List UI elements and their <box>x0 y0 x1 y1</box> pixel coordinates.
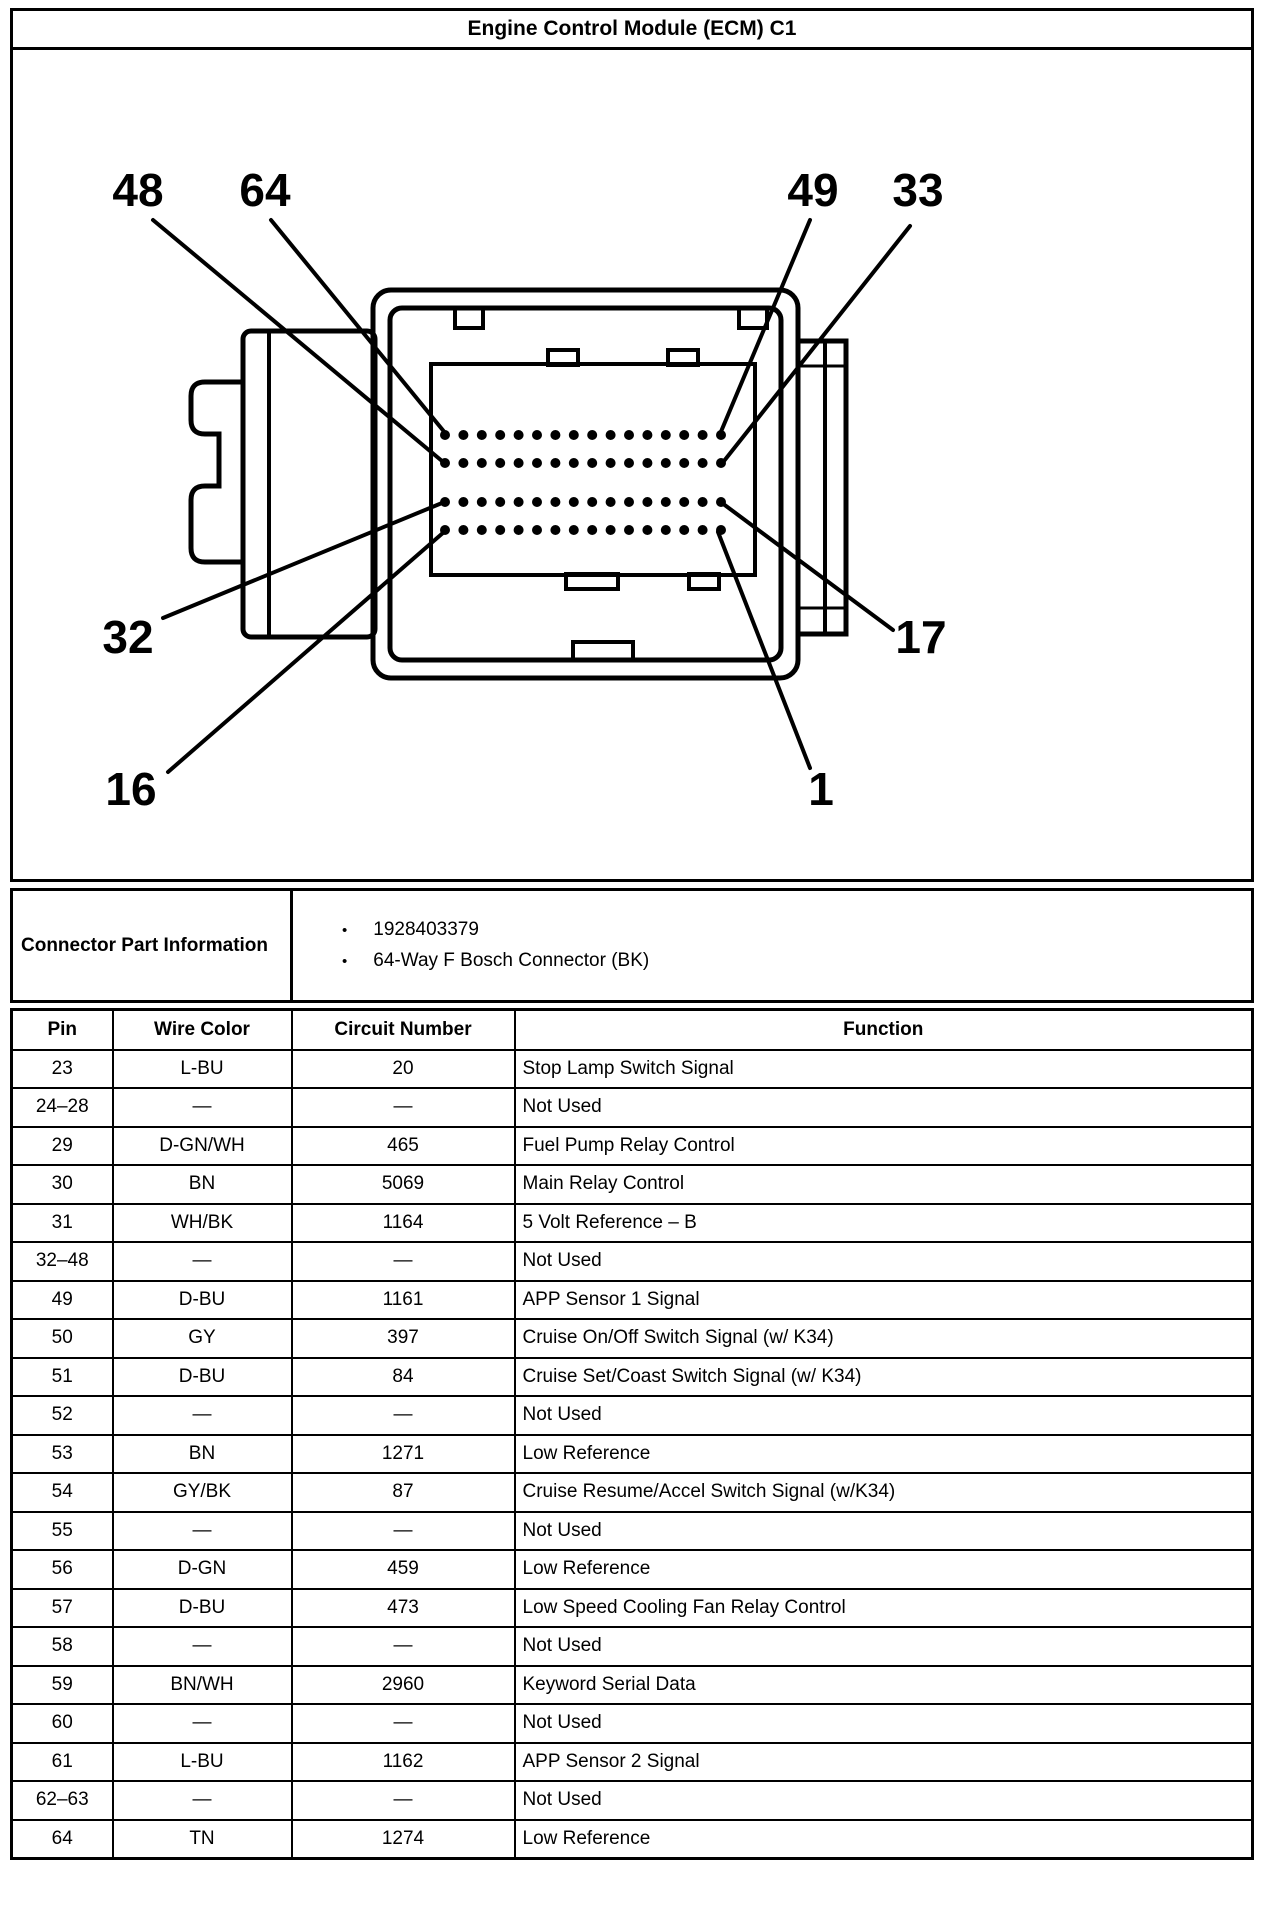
table-header-row <box>12 1010 1253 1050</box>
table-row <box>12 1050 1253 1089</box>
pin-cell: 58 <box>12 1627 113 1666</box>
callout-line-33 <box>724 226 910 461</box>
circuit-number-cell: 1161 <box>292 1281 515 1320</box>
function-cell: Not Used <box>515 1704 1253 1743</box>
function-cell: Low Speed Cooling Fan Relay Control <box>515 1589 1253 1628</box>
bullet-icon: • <box>342 952 348 970</box>
table-row <box>12 1204 1253 1243</box>
pin-field <box>431 364 755 575</box>
circuit-number-cell: 87 <box>292 1473 515 1512</box>
wire-color-cell: BN/WH <box>113 1666 292 1705</box>
wire-color-cell: D-GN/WH <box>113 1127 292 1166</box>
function-cell: Low Reference <box>515 1435 1253 1474</box>
function-cell: Not Used <box>515 1396 1253 1435</box>
wire-color-cell: — <box>113 1088 292 1127</box>
connector-housing <box>191 290 846 678</box>
pin-table-body <box>12 1050 1253 1859</box>
column-header-pin: Pin <box>12 1010 113 1050</box>
left-attachment <box>243 331 375 637</box>
page-title: Engine Control Module (ECM) C1 <box>10 8 1254 50</box>
pin-cell: 64 <box>12 1820 113 1859</box>
column-header-wire-color: Wire Color <box>113 1010 292 1050</box>
connector-info-row <box>12 890 1253 1002</box>
wire-color-cell: BN <box>113 1435 292 1474</box>
wire-color-cell: D-BU <box>113 1358 292 1397</box>
function-cell: Keyword Serial Data <box>515 1666 1253 1705</box>
connector-diagram <box>10 50 1254 882</box>
column-header-circuit-number: Circuit Number <box>292 1010 515 1050</box>
circuit-number-cell: — <box>292 1627 515 1666</box>
function-cell: Cruise On/Off Switch Signal (w/ K34) <box>515 1319 1253 1358</box>
table-row <box>12 1704 1253 1743</box>
wire-color-cell: GY <box>113 1319 292 1358</box>
function-cell: APP Sensor 1 Signal <box>515 1281 1253 1320</box>
callout-pin-64: 64 <box>239 164 291 216</box>
table-row <box>12 1435 1253 1474</box>
function-cell: Cruise Resume/Accel Switch Signal (w/K34) <box>515 1473 1253 1512</box>
bullet-icon: • <box>342 921 348 939</box>
callout-line-16 <box>168 532 444 772</box>
table-row <box>12 1165 1253 1204</box>
circuit-number-cell: 84 <box>292 1358 515 1397</box>
wire-color-cell: — <box>113 1781 292 1820</box>
circuit-number-cell: 20 <box>292 1050 515 1089</box>
callout-pin-32: 32 <box>102 611 154 663</box>
circuit-number-cell: — <box>292 1781 515 1820</box>
pin-cell: 60 <box>12 1704 113 1743</box>
function-cell: Fuel Pump Relay Control <box>515 1127 1253 1166</box>
pin-cell: 62–63 <box>12 1781 113 1820</box>
callout-line-48 <box>153 220 442 461</box>
callout-pin-16: 16 <box>105 763 157 815</box>
connector-info-label: Connector Part Information <box>12 890 292 1002</box>
function-cell: Not Used <box>515 1088 1253 1127</box>
table-row <box>12 1396 1253 1435</box>
wire-color-cell: — <box>113 1396 292 1435</box>
pin-cell: 50 <box>12 1319 113 1358</box>
connector-part-info <box>10 888 1254 1003</box>
pin-cell: 30 <box>12 1165 113 1204</box>
connector-outer-housing <box>373 290 798 678</box>
table-row <box>12 1589 1253 1628</box>
pin-table <box>10 1008 1254 1860</box>
circuit-number-cell: 465 <box>292 1127 515 1166</box>
wire-color-cell: — <box>113 1704 292 1743</box>
circuit-number-cell: 5069 <box>292 1165 515 1204</box>
connector-part-number: 1928403379 <box>373 919 479 940</box>
wire-color-cell: TN <box>113 1820 292 1859</box>
function-cell: Not Used <box>515 1627 1253 1666</box>
circuit-number-cell: 1274 <box>292 1820 515 1859</box>
housing-tab <box>573 642 633 660</box>
wire-color-cell: D-BU <box>113 1589 292 1628</box>
pin-cell: 56 <box>12 1550 113 1589</box>
table-row <box>12 1088 1253 1127</box>
wire-color-cell: D-BU <box>113 1281 292 1320</box>
circuit-number-cell: — <box>292 1512 515 1551</box>
pin-cell: 59 <box>12 1666 113 1705</box>
wire-color-cell: — <box>113 1627 292 1666</box>
connector-inner-housing <box>390 308 781 660</box>
connector-type-item <box>342 950 1250 972</box>
table-row <box>12 1127 1253 1166</box>
wire-color-cell: D-GN <box>113 1550 292 1589</box>
table-row <box>12 1281 1253 1320</box>
column-header-function: Function <box>515 1010 1253 1050</box>
housing-tab <box>455 308 483 328</box>
circuit-number-cell: 473 <box>292 1589 515 1628</box>
table-row <box>12 1820 1253 1859</box>
table-row <box>12 1743 1253 1782</box>
callout-pin-48: 48 <box>112 164 164 216</box>
circuit-number-cell: 1271 <box>292 1435 515 1474</box>
connector-info-value <box>292 890 1253 1002</box>
connector-type: 64-Way F Bosch Connector (BK) <box>373 950 650 971</box>
pin-cell: 57 <box>12 1589 113 1628</box>
table-row <box>12 1242 1253 1281</box>
function-cell: Cruise Set/Coast Switch Signal (w/ K34) <box>515 1358 1253 1397</box>
table-row <box>12 1473 1253 1512</box>
table-row <box>12 1319 1253 1358</box>
pin-cell: 29 <box>12 1127 113 1166</box>
callout-pin-17: 17 <box>895 611 947 663</box>
function-cell: Not Used <box>515 1242 1253 1281</box>
function-cell: Not Used <box>515 1781 1253 1820</box>
function-cell: Low Reference <box>515 1820 1253 1859</box>
circuit-number-cell: 397 <box>292 1319 515 1358</box>
connector-diagram-svg <box>13 50 1251 874</box>
wire-color-cell: BN <box>113 1165 292 1204</box>
connector-part-number-item <box>342 919 1250 941</box>
circuit-number-cell: — <box>292 1242 515 1281</box>
table-row <box>12 1666 1253 1705</box>
callout-line-64 <box>271 220 446 434</box>
pin-cell: 53 <box>12 1435 113 1474</box>
pin-cell: 54 <box>12 1473 113 1512</box>
circuit-number-cell: 1162 <box>292 1743 515 1782</box>
callout-pin-49: 49 <box>787 164 839 216</box>
pin-cell: 24–28 <box>12 1088 113 1127</box>
wire-color-cell: L-BU <box>113 1050 292 1089</box>
circuit-number-cell: 1164 <box>292 1204 515 1243</box>
table-row <box>12 1512 1253 1551</box>
table-row <box>12 1550 1253 1589</box>
wire-color-cell: L-BU <box>113 1743 292 1782</box>
housing-tab <box>739 308 767 328</box>
connector-info-list <box>294 919 1250 972</box>
callout-pin-1: 1 <box>808 763 834 815</box>
table-row <box>12 1358 1253 1397</box>
circuit-number-cell: 459 <box>292 1550 515 1589</box>
left-hook <box>191 382 243 562</box>
circuit-number-cell: — <box>292 1396 515 1435</box>
function-cell: Low Reference <box>515 1550 1253 1589</box>
circuit-number-cell: — <box>292 1704 515 1743</box>
wire-color-cell: — <box>113 1512 292 1551</box>
pin-cell: 51 <box>12 1358 113 1397</box>
circuit-number-cell: — <box>292 1088 515 1127</box>
pin-cell: 61 <box>12 1743 113 1782</box>
wire-color-cell: — <box>113 1242 292 1281</box>
pin-cell: 49 <box>12 1281 113 1320</box>
function-cell: Main Relay Control <box>515 1165 1253 1204</box>
function-cell: Not Used <box>515 1512 1253 1551</box>
circuit-number-cell: 2960 <box>292 1666 515 1705</box>
pin-cell: 32–48 <box>12 1242 113 1281</box>
pin-cell: 55 <box>12 1512 113 1551</box>
callout-pin-33: 33 <box>892 164 944 216</box>
wire-color-cell: WH/BK <box>113 1204 292 1243</box>
pin-dots <box>440 430 726 535</box>
pin-cell: 52 <box>12 1396 113 1435</box>
wire-color-cell: GY/BK <box>113 1473 292 1512</box>
pin-cell: 23 <box>12 1050 113 1089</box>
table-row <box>12 1781 1253 1820</box>
function-cell: 5 Volt Reference – B <box>515 1204 1253 1243</box>
function-cell: APP Sensor 2 Signal <box>515 1743 1253 1782</box>
function-cell: Stop Lamp Switch Signal <box>515 1050 1253 1089</box>
table-row <box>12 1627 1253 1666</box>
pin-cell: 31 <box>12 1204 113 1243</box>
